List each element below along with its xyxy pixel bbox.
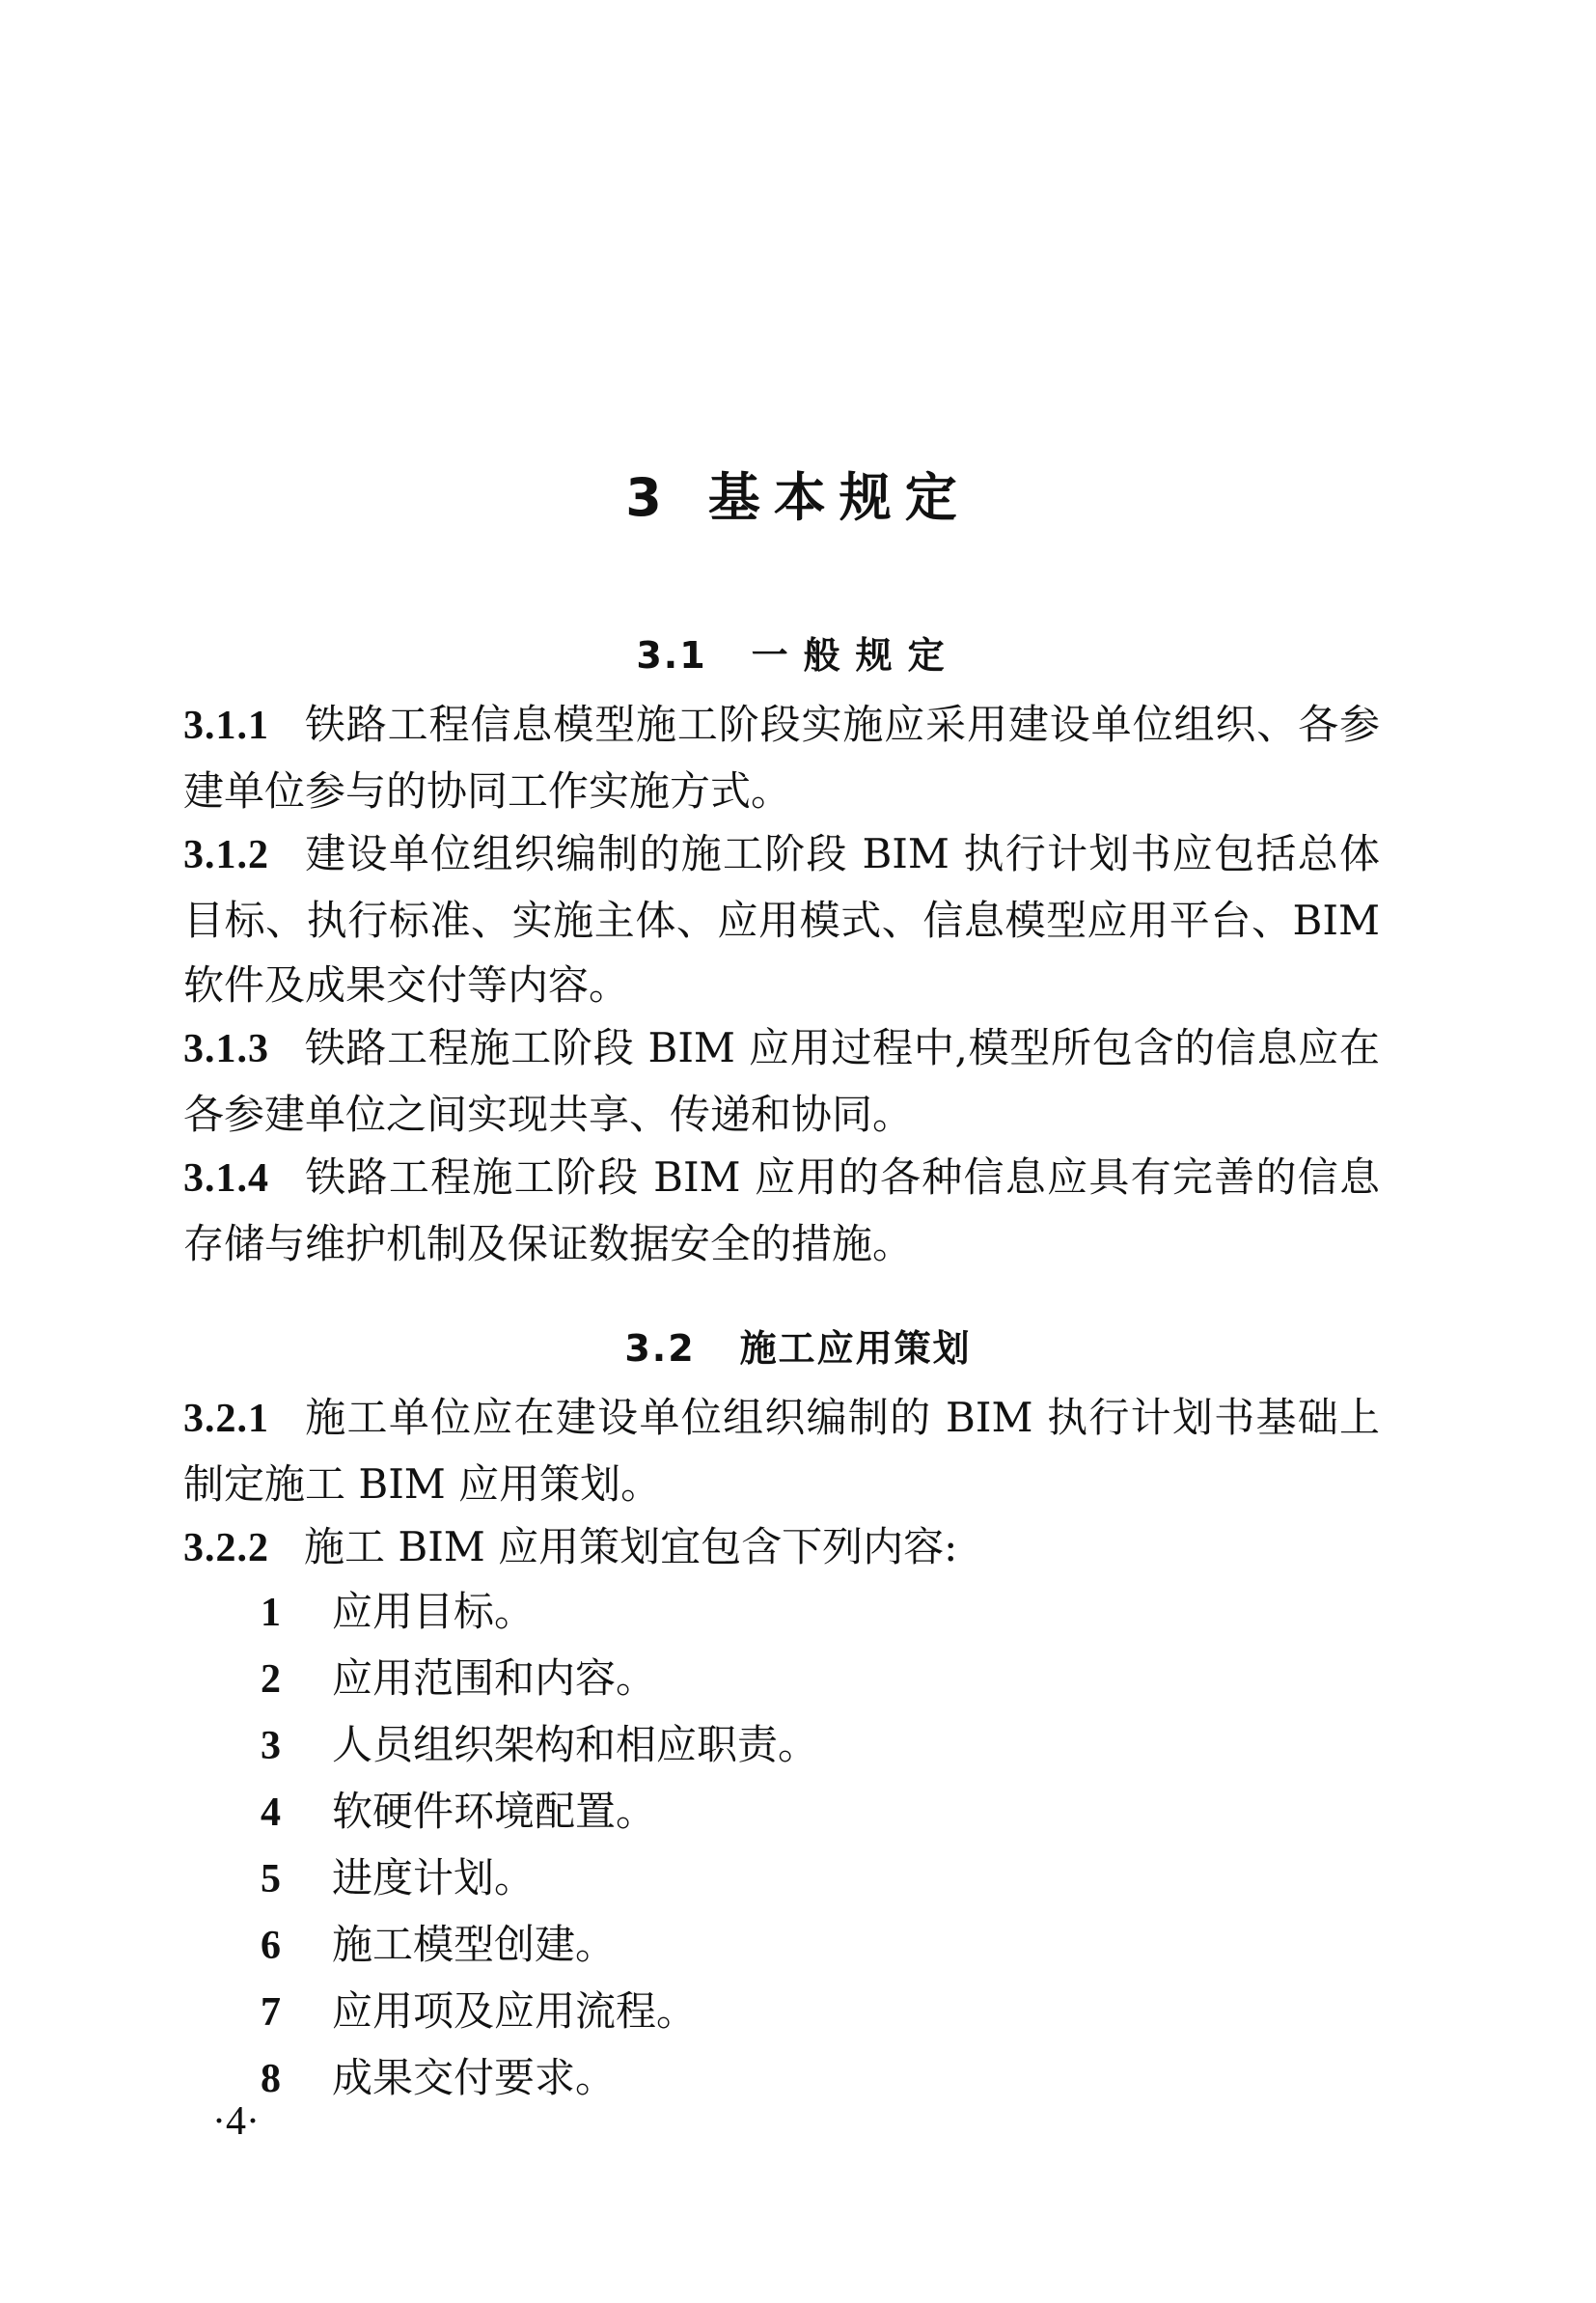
list-item xyxy=(261,1712,818,1779)
clause-number: 3.1.3 xyxy=(183,1027,269,1071)
clause-3-1-4 xyxy=(183,1145,1380,1276)
list-item xyxy=(261,1845,818,1912)
clause-3-2-1 xyxy=(183,1385,1380,1516)
list-item-number: 6 xyxy=(261,1924,281,1968)
clause-number: 3.2.1 xyxy=(183,1397,269,1441)
list-item-text: 应用项及应用流程。 xyxy=(332,1987,698,2035)
list-item-number: 5 xyxy=(261,1857,281,1901)
list-item-number: 1 xyxy=(261,1591,281,1635)
clause-number: 3.2.2 xyxy=(183,1526,269,1570)
section-title-text: 施工应用策划 xyxy=(739,1326,972,1370)
list-item-text: 软硬件环境配置。 xyxy=(332,1788,657,1835)
clause-3-2-2 xyxy=(183,1514,1380,1581)
list-item xyxy=(261,1912,818,1979)
list-item-number: 3 xyxy=(261,1724,281,1768)
section-number: 3.1 xyxy=(636,633,707,677)
clause-3-1-3 xyxy=(183,1015,1380,1147)
clause-number: 3.1.1 xyxy=(183,704,269,748)
list-item-number: 4 xyxy=(261,1790,281,1835)
list-item-number: 7 xyxy=(261,1990,281,2035)
list-item xyxy=(261,1646,818,1712)
section-title-3-1 xyxy=(0,631,1596,680)
clause-3-1-2 xyxy=(183,821,1380,1017)
clause-3-1-1 xyxy=(183,692,1380,823)
list-item xyxy=(261,2045,818,2112)
page-number: ·4· xyxy=(212,2099,260,2144)
clause-text: 铁路工程施工阶段 BIM 应用过程中,模型所包含的信息应在各参建单位之间实现共享、传递和协同。 xyxy=(183,1024,1380,1138)
section-title-3-2 xyxy=(0,1324,1596,1373)
list-item-text: 应用范围和内容。 xyxy=(332,1654,657,1702)
planning-content-list xyxy=(261,1579,818,2112)
clause-text: 施工单位应在建设单位组织编制的 BIM 执行计划书基础上制定施工 BIM 应用策划。 xyxy=(183,1394,1380,1508)
list-item-number: 2 xyxy=(261,1657,281,1702)
clause-text: 铁路工程信息模型施工阶段实施应采用建设单位组织、各参建单位参与的协同工作实施方式。 xyxy=(183,701,1380,815)
clause-text: 施工 BIM 应用策划宜包含下列内容: xyxy=(304,1523,958,1570)
list-item-text: 人员组织架构和相应职责。 xyxy=(332,1721,819,1768)
chapter-title xyxy=(0,464,1596,532)
chapter-title-text: 基本规定 xyxy=(707,467,971,529)
list-item xyxy=(261,1979,818,2045)
clause-text: 铁路工程施工阶段 BIM 应用的各种信息应具有完善的信息存储与维护机制及保证数据安全的措施。 xyxy=(183,1153,1380,1267)
chapter-number: 3 xyxy=(625,467,675,529)
clause-text: 建设单位组织编制的施工阶段 BIM 执行计划书应包括总体目标、执行标准、实施主体、应用模式、信息模型应用平台、BIM 软件及成果交付等内容。 xyxy=(183,830,1380,1009)
list-item-text: 施工模型创建。 xyxy=(332,1921,617,1968)
section-number: 3.2 xyxy=(624,1326,696,1370)
clause-number: 3.1.4 xyxy=(183,1156,269,1201)
section-title-text: 一般规定 xyxy=(751,633,960,677)
list-item-text: 成果交付要求。 xyxy=(332,2054,617,2101)
list-item-text: 应用目标。 xyxy=(332,1588,536,1635)
list-item xyxy=(261,1779,818,1845)
list-item-text: 进度计划。 xyxy=(332,1854,536,1901)
list-item-number: 8 xyxy=(261,2057,281,2101)
list-item xyxy=(261,1579,818,1646)
clause-number: 3.1.2 xyxy=(183,833,269,877)
